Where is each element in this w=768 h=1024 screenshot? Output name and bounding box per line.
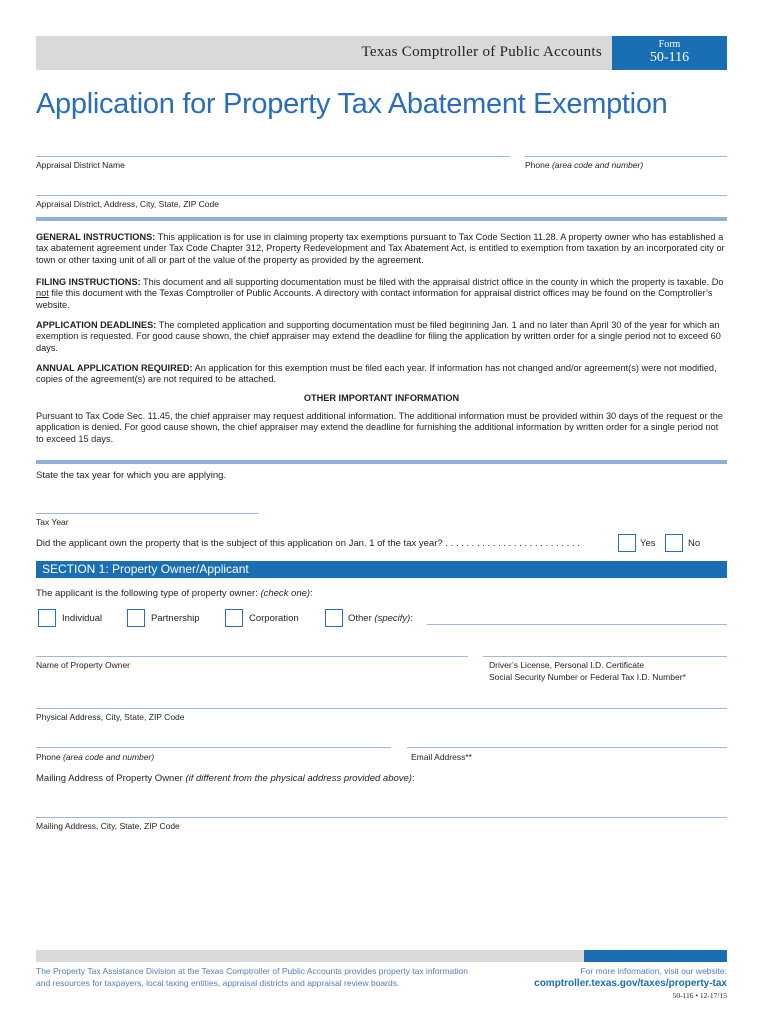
appraisal-district-name-label: Appraisal District Name	[36, 160, 125, 170]
appraisal-district-name-field[interactable]	[36, 156, 510, 157]
form-number: 50-116	[649, 50, 690, 65]
id-number-field[interactable]	[483, 656, 727, 657]
other-info-heading: OTHER IMPORTANT INFORMATION	[303, 393, 460, 403]
owner-phone-field[interactable]	[36, 747, 391, 748]
page-title: Application for Property Tax Abatement Exemption	[36, 88, 668, 120]
corporation-checkbox[interactable]	[225, 609, 243, 627]
application-deadlines: APPLICATION DEADLINES: The completed application and supporting documentation must be filed beginning Jan. 1 and no later than April 30 of the year for which an exemption is requested. For good cause shown, the chief appraiser may extend the deadline for filing the application by written order for a single period not to exceed 60 days.	[36, 320, 721, 353]
form-label: Form	[658, 39, 681, 50]
physical-address-label: Physical Address, City, State, ZIP Code	[36, 712, 185, 722]
tax-year-label: Tax Year	[36, 517, 69, 527]
email-field[interactable]	[407, 747, 727, 748]
footer-website-intro: For more information, visit our website:	[580, 966, 727, 976]
owner-name-label: Name of Property Owner	[36, 660, 131, 670]
physical-address-field[interactable]	[36, 708, 727, 709]
yes-label: Yes	[640, 538, 656, 549]
no-label: No	[688, 538, 701, 549]
partnership-label: Partnership	[151, 613, 200, 624]
owner-name-field[interactable]	[36, 656, 468, 657]
id-number-label-2: Social Security Number or Federal Tax I.D. Number*	[489, 672, 686, 682]
general-instructions: GENERAL INSTRUCTIONS: This application is for use in claiming property tax exemptions pursuant to Tax Code Section 11.28. A property owner who has established a tax abatement agreement under Tax Code Chapter 312, Property Redevelopment and Tax Abatement Act, is entitled to exemption from taxation by an incorporated city or town or other taxing unit of all or part of the value of the property as provided by the agreement.	[36, 232, 725, 265]
other-label: Other (specify):	[348, 613, 413, 624]
email-label: Email Address**	[411, 752, 472, 762]
id-number-label-1: Driver’s License, Personal I.D. Certificate	[489, 660, 645, 670]
district-phone-field[interactable]	[525, 156, 727, 157]
yes-checkbox[interactable]	[618, 534, 636, 552]
other-specify-field[interactable]	[427, 624, 727, 625]
annual-application: ANNUAL APPLICATION REQUIRED: An application for this exemption must be filed each year. If information has not changed and/or agreement(s) were not modified, copies of the agreement(s) are not required to be attached.	[36, 363, 717, 385]
no-checkbox[interactable]	[665, 534, 683, 552]
form-revision-code: 50-116 • 12-17/15	[672, 991, 727, 1000]
section-divider	[36, 460, 727, 464]
ownership-question: Did the applicant own the property that is the subject of this application on Jan. 1 of the tax year? . . . . . . . . . . . . . . . . . . . . . . . . . .	[36, 538, 580, 549]
tax-year-prompt: State the tax year for which you are applying.	[36, 470, 227, 481]
other-info-text: Pursuant to Tax Code Sec. 11.45, the chief appraiser may request additional information. The additional information must be provided within 30 days of the request or the application is denied. For good cause shown, the chief appraiser may extend the deadline for furnishing the additional information by written order for a single period not to exceed 15 days.	[36, 411, 723, 444]
district-address-field[interactable]	[36, 195, 727, 196]
mailing-address-prompt: Mailing Address of Property Owner (if different from the physical address provided above):	[36, 773, 415, 784]
footer-description: The Property Tax Assistance Division at the Texas Comptroller of Public Accounts provides property tax information and resources for taxpayers, local taxing entities, appraisal districts and appraisal review boards.	[36, 966, 468, 988]
footer-website-link[interactable]: comptroller.texas.gov/taxes/property-tax	[534, 977, 727, 989]
footer-website	[534, 966, 727, 989]
corporation-label: Corporation	[249, 613, 299, 624]
district-address-label: Appraisal District, Address, City, State, ZIP Code	[36, 199, 219, 209]
agency-name: Texas Comptroller of Public Accounts	[361, 44, 602, 60]
section-1-header: SECTION 1: Property Owner/Applicant	[36, 561, 727, 578]
partnership-checkbox[interactable]	[127, 609, 145, 627]
individual-checkbox[interactable]	[38, 609, 56, 627]
mailing-address-label: Mailing Address, City, State, ZIP Code	[36, 821, 180, 831]
owner-phone-label: Phone (area code and number)	[36, 752, 155, 762]
other-checkbox[interactable]	[325, 609, 343, 627]
mailing-address-field[interactable]	[36, 817, 727, 818]
section-divider	[36, 217, 727, 221]
filing-instructions: FILING INSTRUCTIONS: This document and all supporting documentation must be filed with the appraisal district office in the county in which the property is taxable. Do not file this document with the Texas Comptroller of Public Accounts. A directory with contact information for appraisal district offices may be found on the Comptroller’s website.	[36, 277, 724, 310]
individual-label: Individual	[62, 613, 103, 624]
tax-year-field[interactable]	[36, 513, 258, 514]
footer-bar-blue	[584, 950, 727, 962]
district-phone-label: Phone (area code and number)	[525, 160, 644, 170]
footer-bar-gray	[36, 950, 584, 962]
form-number-box	[612, 36, 727, 70]
owner-type-prompt: The applicant is the following type of property owner: (check one):	[36, 588, 313, 599]
